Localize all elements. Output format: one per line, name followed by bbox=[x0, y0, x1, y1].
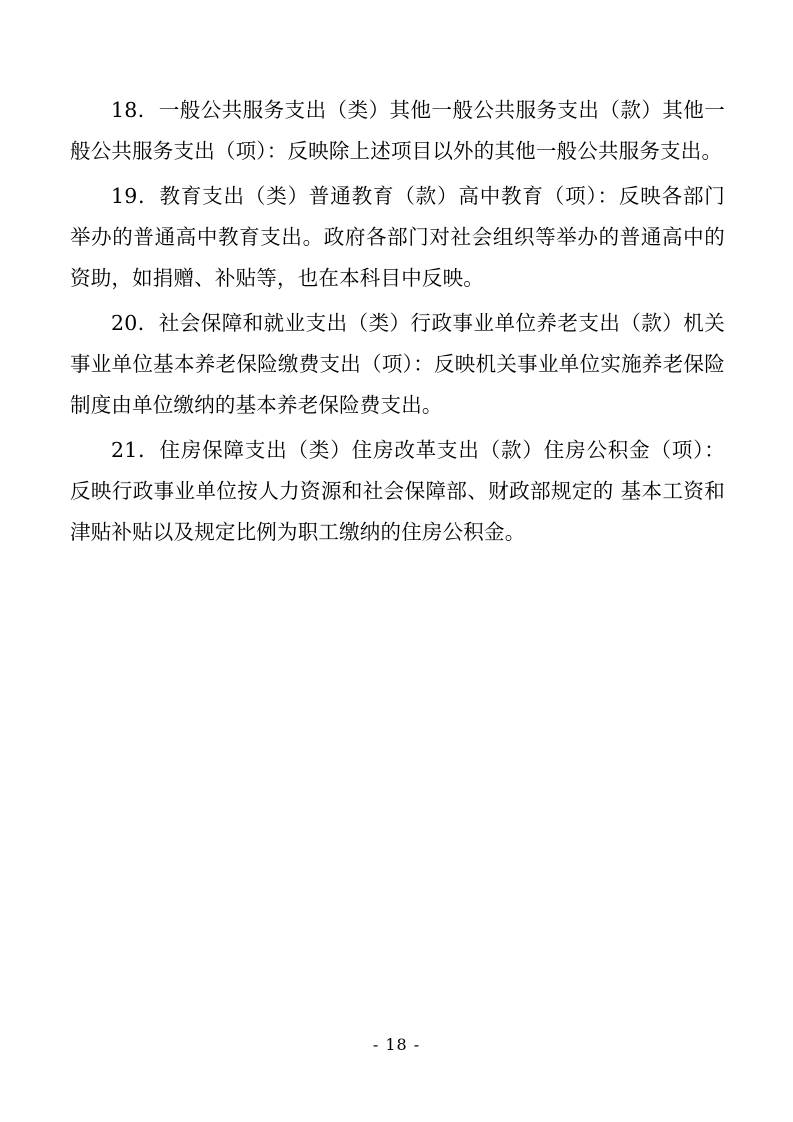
document-body bbox=[70, 90, 725, 557]
paragraph-20: 20．社会保障和就业支出（类）行政事业单位养老支出（款）机关事业单位基本养老保险缴费支出（项）：反映机关事业单位实施养老保险制度由单位缴纳的基本养老保险费支出。 bbox=[70, 311, 725, 417]
paragraph-18: 18．一般公共服务支出（类）其他一般公共服务支出（款）其他一般公共服务支出（项）：反映除上述项目以外的其他一般公共服务支出。 bbox=[70, 98, 725, 163]
page-number: - 18 - bbox=[372, 1035, 421, 1054]
paragraph-21: 21．住房保障支出（类）住房改革支出（款）住房公积金（项）：反映行政事业单位按人力资源和社会保障部、财政部规定的 基本工资和津贴补贴以及规定比例为职工缴纳的住房公积金。 bbox=[70, 438, 725, 544]
paragraph-19: 19．教育支出（类）普通教育（款）高中教育（项）：反映各部门举办的普通高中教育支出。政府各部门对社会组织等举办的普通高中的资助，如捐赠、补贴等，也在本科目中反映。 bbox=[70, 184, 725, 290]
